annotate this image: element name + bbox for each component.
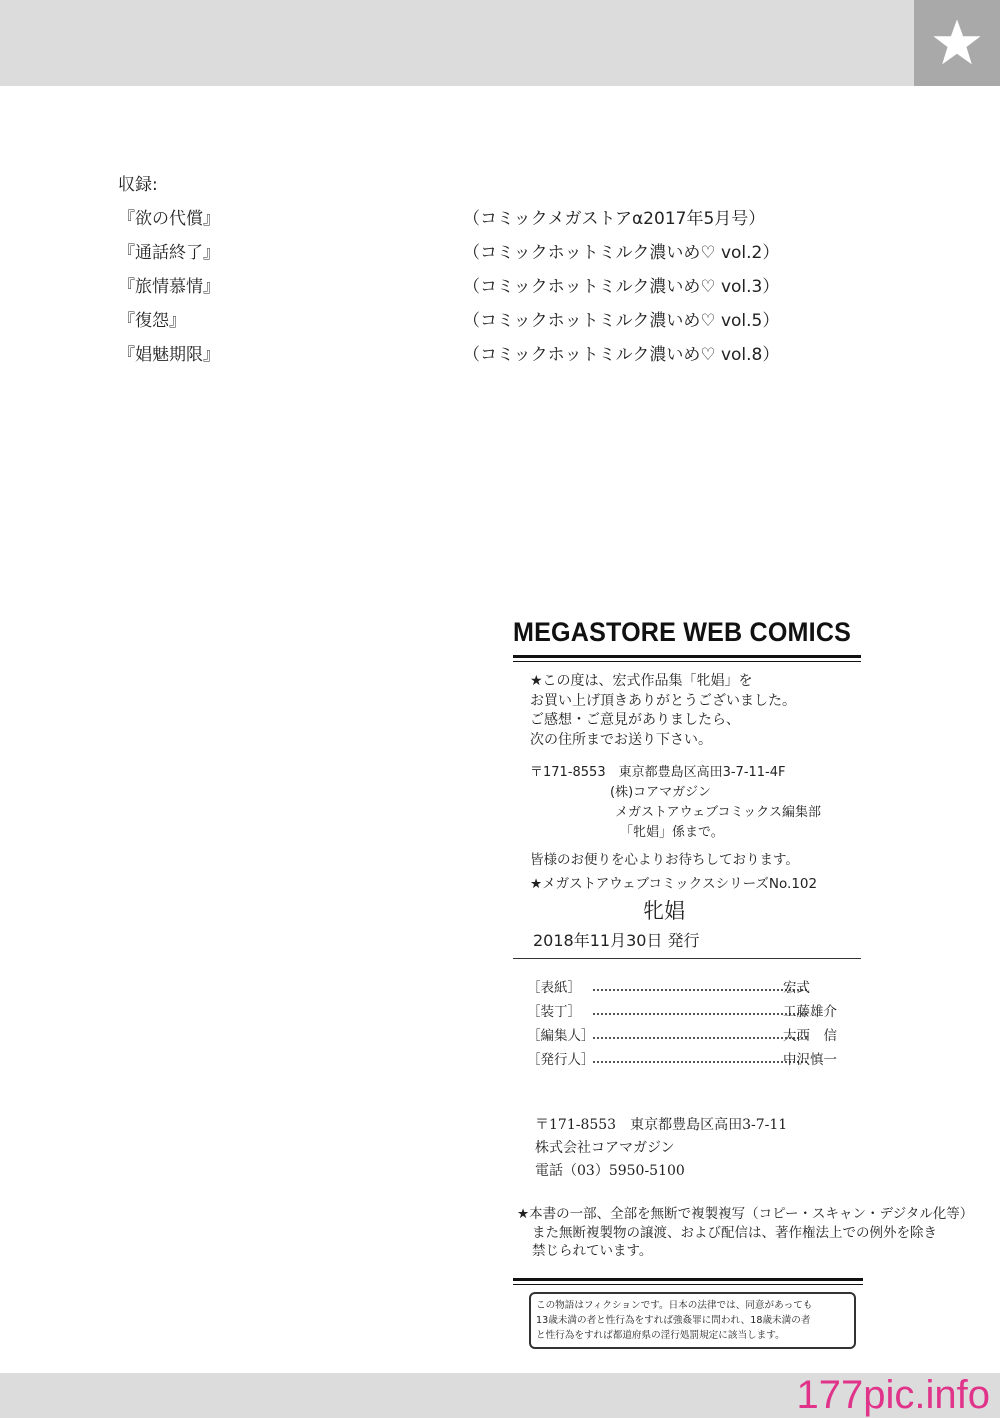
story-source: （コミックホットミルク濃いめ♡ vol.5）	[463, 311, 780, 331]
publisher-line: 株式会社コアマガジン	[535, 1140, 675, 1156]
top-bar	[0, 0, 1000, 86]
colophon-header	[513, 616, 868, 662]
story-title: 『復怨』	[118, 311, 186, 331]
notice-line: また無断複製物の譲渡、および配信は、著作権法上での例外を除き	[532, 1224, 937, 1241]
address-line: (株)コアマガジン	[610, 785, 711, 800]
message-line: ご感想・ご意見がありましたら、	[530, 712, 740, 728]
publisher-line: 〒171-8553 東京都豊島区高田3-7-11	[535, 1117, 788, 1133]
contents-item	[118, 202, 818, 236]
story-source: （コミックホットミルク濃いめ♡ vol.3）	[463, 277, 780, 297]
publish-date: 2018年11月30日 発行	[533, 931, 700, 950]
contents-item	[118, 338, 818, 372]
contents-heading: 収録:	[118, 175, 158, 195]
series-line: ★メガストアウェブコミックスシリーズNo.102	[530, 876, 818, 892]
staff-role: ［表紙］	[527, 980, 581, 996]
closing-line: 皆様のお便りを心よりお待ちしております。	[530, 852, 799, 868]
contents-item	[118, 304, 818, 338]
story-title: 『旅情慕情』	[118, 277, 220, 297]
notice-line: 禁じられています。	[532, 1243, 653, 1259]
message-line: お買い上げ頂きありがとうございました。	[530, 692, 796, 709]
book-title: 牝娼	[643, 899, 685, 923]
divider	[513, 655, 861, 658]
address-line: 〒171-8553 東京都豊島区高田3-7-11-4F	[530, 765, 786, 780]
story-source: （コミックホットミルク濃いめ♡ vol.2）	[463, 243, 780, 263]
disclaimer-line: と性行為をすれば都道府県の淫行処罰規定に該当します。	[536, 1330, 785, 1341]
staff-credits	[527, 976, 857, 1072]
message-line: ★この度は、宏式作品集「牝娼」を	[530, 673, 753, 689]
notice-line: ★本書の一部、全部を無断で複製複写（コピー・スキャン・デジタル化等）	[517, 1206, 974, 1222]
staff-role: ［発行人］	[527, 1052, 595, 1068]
contents-list	[118, 168, 818, 372]
story-title: 『通話終了』	[118, 243, 220, 263]
address-line: メガストアウェブコミックス編集部	[615, 805, 822, 820]
brand-title: MEGASTORE WEB COMICS	[513, 617, 852, 647]
publisher-line: 電話（03）5950-5100	[535, 1163, 685, 1179]
fiction-disclaimer	[529, 1292, 856, 1349]
staff-name: 工藤雄介	[783, 1004, 837, 1020]
leader-dots	[593, 1061, 807, 1063]
address-line: 「牝娼」係まで。	[620, 825, 724, 840]
leader-dots	[593, 1013, 807, 1015]
story-title: 『欲の代償』	[118, 209, 220, 229]
staff-name: 宏式	[783, 980, 810, 996]
staff-row	[527, 976, 857, 1000]
bottom-divider	[513, 1278, 863, 1285]
star-icon	[930, 16, 984, 70]
watermark: 177pic.info	[796, 1373, 990, 1417]
contents-item	[118, 236, 818, 270]
story-source: （コミックホットミルク濃いめ♡ vol.8）	[463, 345, 780, 365]
message-line: 次の住所までお送り下さい。	[530, 731, 712, 748]
staff-name: 大西 信	[783, 1028, 837, 1044]
contents-item	[118, 270, 818, 304]
divider	[513, 661, 861, 662]
staff-role: ［編集人］	[527, 1028, 595, 1044]
staff-row	[527, 1000, 857, 1024]
star-badge	[914, 0, 1000, 86]
divider	[513, 958, 861, 959]
staff-row	[527, 1048, 857, 1072]
story-source: （コミックメガストアα2017年5月号）	[463, 209, 766, 229]
mailing-address	[530, 763, 821, 843]
staff-row	[527, 1024, 857, 1048]
copyright-notice	[517, 1205, 973, 1261]
thank-you-message	[530, 672, 796, 750]
staff-name: 中沢慎一	[783, 1052, 837, 1068]
staff-role: ［装丁］	[527, 1004, 581, 1020]
story-title: 『娼魅期限』	[118, 345, 220, 365]
publisher-info	[535, 1114, 787, 1183]
disclaimer-line: この物語はフィクションです。日本の法律では、同意があっても	[536, 1300, 813, 1311]
leader-dots	[593, 989, 807, 991]
leader-dots	[593, 1037, 807, 1039]
disclaimer-line: 13歳未満の者と性行為をすれば強姦罪に問われ、18歳未満の者	[536, 1315, 811, 1326]
